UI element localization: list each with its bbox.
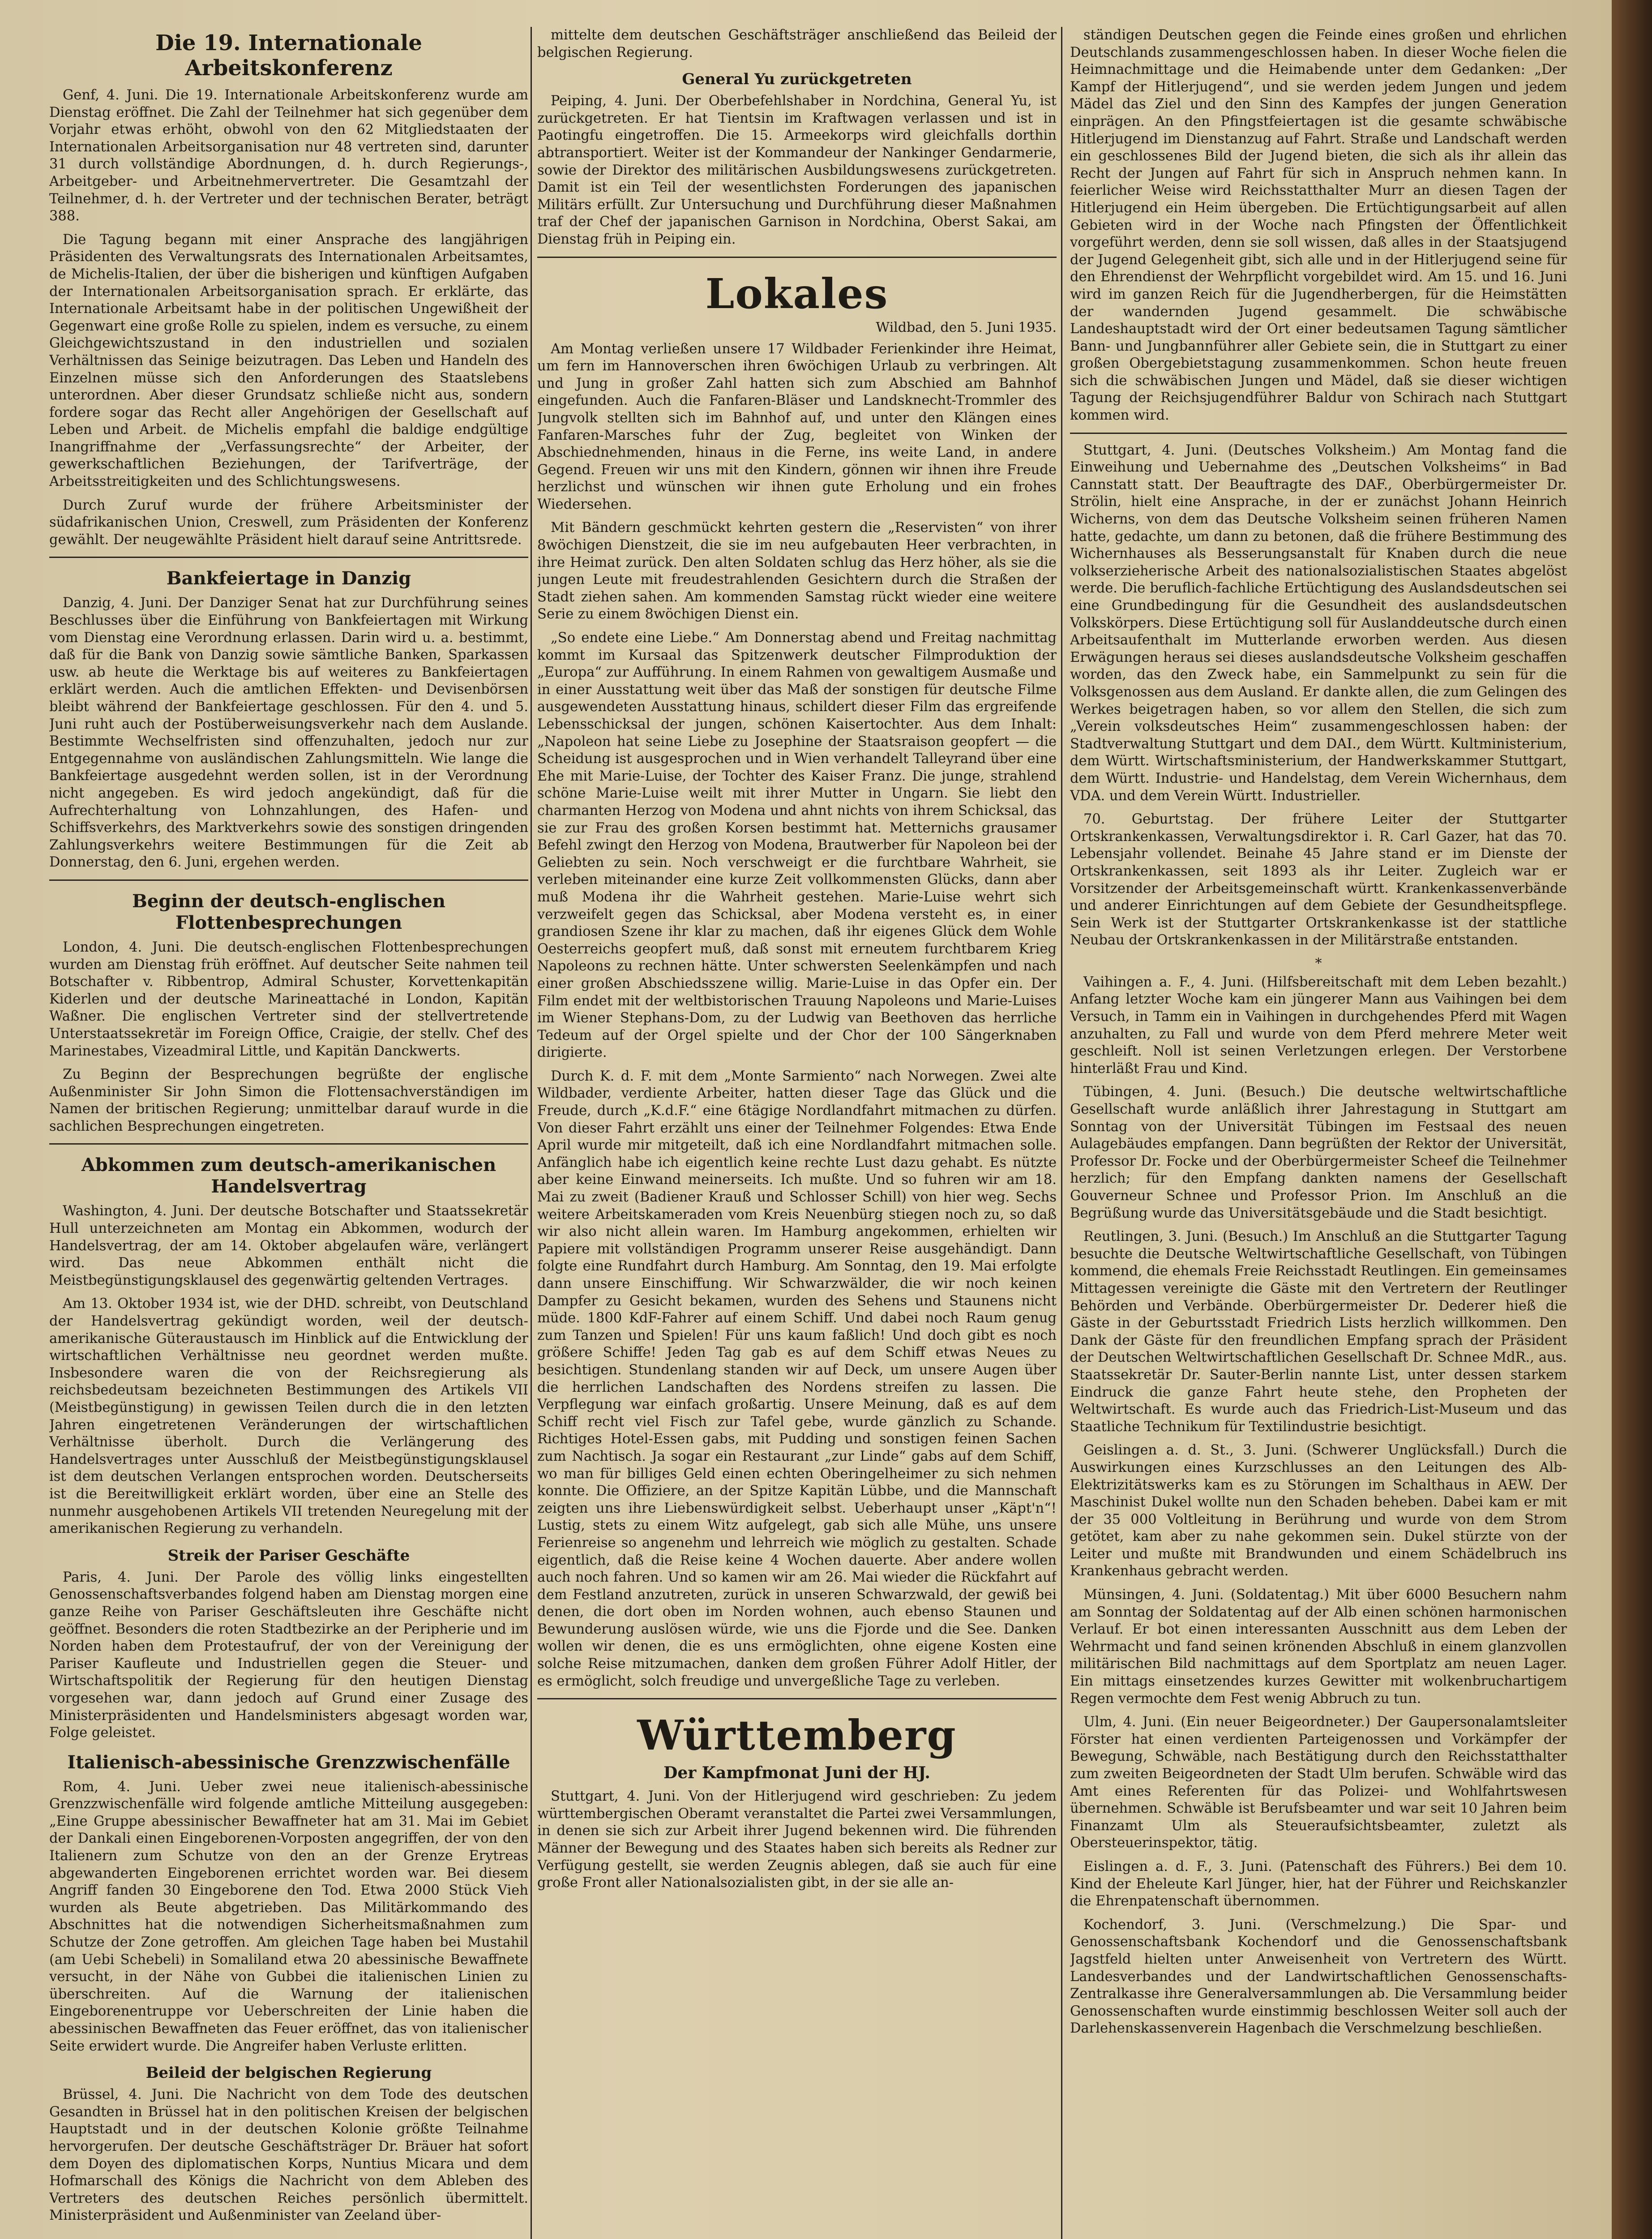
divider [49,557,528,558]
headline: Bankfeiertage in Danzig [166,568,411,589]
article-paragraph: 70. Geburtstag. Der frühere Leiter der Stuttgarter Ortskrankenkassen, Verwaltungsdirektor i. R. Carl Gazer, hat das 70. Lebensjahr vollendet. Beinahe 45 Jahre stand er im Dienste der Ortskrankenkassen, seit 1893 als ihr Leiter. Zugleich war er Vorsitzender der Arbeitsgemeinschaft württ. Krankenkassenverbände und anderer Einrichtungen auf dem Gebiete der Gesundheitspflege. Sein Werk ist der Stuttgarter Ortskrankenkasse ist der stattliche Neubau der Ortskrankenkassen in der Militärstraße entstanden. [1070,811,1567,948]
divider [49,1143,528,1145]
article-paragraph: Tübingen, 4. Juni. (Besuch.) Die deutsche weltwirtschaftliche Gesellschaft wurde anläßlich ihrer Jahrestagung in Stuttgart am Sonntag von der Universität Tübingen im Festsaal des neuen Aulagebäudes empfangen. Dann begrüßten der Rektor der Universität, Professor Dr. Focke und der Oberbürgermeister Scheef die Teilnehmer herzlich; für den Empfang dankten namens der Gesellschaft Gouverneur Schnee und Professor Prion. Im Anschluß an die Begrüßung wurde das Universitätsgebäude und die Stadt besichtigt. [1070,1084,1567,1221]
book-binding [1612,0,1652,2239]
divider [537,257,1057,258]
article-paragraph: Vaihingen a. F., 4. Juni. (Hilfsbereitschaft mit dem Leben bezahlt.) Anfang letzter Woche kam ein jüngerer Mann aus Vaihingen bei dem Versuch, in Tamm ein in Vaihingen in durchgehendes Pferd mit Wagen anzuhalten, zu Fall und wurde von dem Pferd mehrere Meter weit geschleift. Noll ist seinen Verletzungen erlegen. Der Verstorbene hinterläßt Frau und Kind. [1070,974,1567,1077]
divider [1070,433,1567,434]
headline: General Yu zurückgetreten [682,70,912,89]
headline: Abkommen zum deutsch-amerikanischen Handelsvertrag [81,1154,496,1197]
article-paragraph: Ulm, 4. Juni. (Ein neuer Beigeordneter.) Der Gaupersonalamtsleiter Förster hat einen verdienten Parteigenossen und Vorkämpfer der Bewegung, Schwäble, nach Bestätigung durch den Reichsstatthalter zum zweiten Beigeordneten der Stadt Ulm berufen. Schwäble wird das Amt eines Referenten für das Polizei- und Wohlfahrtswesen übernehmen. Schwäble ist Berufsbeamter und war seit 10 Jahren beim Finanzamt Ulm als Steueraufsichtsbeamter, zuletzt als Obersteuerinspektor, tätig. [1070,1714,1567,1851]
article-paragraph: Eislingen a. d. F., 3. Juni. (Patenschaft des Führers.) Bei dem 10. Kind der Eheleute Karl Jünger, hier, hat der Führer und Reichskanzler die Ehrenpatenschaft übernommen. [1070,1858,1567,1909]
article-paragraph: Münsingen, 4. Juni. (Soldatentag.) Mit über 6000 Besuchern nahm am Sonntag der Soldatentag auf der Alb einen schönen harmonischen Verlauf. Er bot einen interessanten Ausschnitt aus dem Leben der Wehrmacht und fand seinen krönenden Abschluß in einem glanzvollen militärischen Bild nachmittags auf dem Sportplatz am neuen Lager. Ein mittags einsetzendes kurzes Gewitter mit wolkenbruchartigem Regen vermochte dem Fest wenig Abbruch zu tun. [1070,1587,1567,1707]
dateline: Wildbad, den 5. Juni 1935. [876,319,1057,335]
star-ornament-icon: * [1315,955,1322,971]
headline: Die 19. Internationale Arbeitskonferenz [155,30,422,81]
article-paragraph: Stuttgart, 4. Juni. (Deutsches Volksheim.) Am Montag fand die Einweihung und Uebernahme des „Deutschen Volksheims“ in Bad Cannstatt statt. Der Beauftragte des DAF., Oberbürgermeister Dr. Strölin, hielt eine Ansprache, in der er zunächst Johann Heinrich Wicherns, von dem das Deutsche Volksheim seinen früheren Namen hatte, gedachte, um dann zu betonen, daß die frühere Bestimmung des Wichernhauses als Besserungsanstalt für Knaben durch die neue volkserzieherische Arbeit des nationalsozialistischen Staates abgelöst werde. Die beruflich-fachliche Ertüchtigung des Auslandsdeutschen sei eine Grundbedingung für die Gesundheit des auslandsdeutschen Volkskörpers. Diese Ertüchtigung soll für Auslanddeutsche durch einen Arbeitsaufenthalt im Mutterlande erworben werden. Aus diesen Erwägungen heraus sei dieses auslandsdeutsche Volksheim geschaffen worden, das den Zweck habe, ein Sammelpunkt zu sein für die Volksgenossen aus dem Ausland. Er dankte allen, die zum Gelingen des Werkes beigetragen haben, so vor allem den Stellen, die sich zum „Verein volksdeutsches Heim“ zusammengeschlossen haben: der Stadtverwaltung Stuttgart und dem DAI., dem Württ. Kultministerium, dem Württ. Wirtschaftsministerium, der Handwerkskammer Stuttgart, dem Württ. Industrie- und Handelstag, dem Verein Wichernhaus, dem VDA. und dem Verein Württ. Industrieller. [1070,442,1567,804]
article-paragraph: Durch K. d. F. mit dem „Monte Sarmiento“ nach Norwegen. Zwei alte Wildbader, verdiente Arbeiter, hatten dieser Tage das Glück und die Freude, durch „K.d.F.“ eine 6tägige Nordlandfahrt mitmachen zu dürfen. Von dieser Fahrt erzählt uns einer der Teilnehmer Folgendes: Etwa Ende April wurde mir mitgeteilt, daß ich eine Nordlandfahrt mitmachen solle. Anfänglich habe ich eigentlich keine rechte Lust dazu gehabt. Es nützte aber keine Einwand meinerseits. Ich mußte. Und so fuhren wir am 18. Mai zu zweit (Badiener Krauß und Schlosser Schill) von hier weg. Sechs weitere Arbeitskameraden vom Kreis Neuenbürg stiegen noch zu, so daß wir also nicht allein waren. Im Hamburg angekommen, erhielten wir Papiere mit vollständigen Programm unserer Reise ausgehändigt. Dann folgte eine Rundfahrt durch Hamburg. Am Sonntag, den 19. Mai erfolgte dann unsere Einschiffung. Wir Schwarzwälder, die wir noch keinen Dampfer zu Gesicht bekamen, wurden des Sehens und Staunens nicht müde. 1800 KdF-Fahrer auf einem Schiff. Und dabei noch Raum genug zum Tanzen und Spielen! Für uns kaum faßlich! Und doch gibt es noch größere Schiffe! Jeden Tag gab es auf dem Schiff etwas Neues zu besichtigen. Stundenlang standen wir auf Deck, um unsere Augen über die herrlichen Landschaften des Nordens streifen zu lassen. Die Verpflegung war einfach großartig. Unsere Meinung, daß es auf dem Schiff recht viel Fisch zur Tafel gebe, wurde gänzlich zu Schande. Richtiges Hotel-Essen gabs, mit Pudding und sonstigen feinen Sachen zum Nachtisch. Ja sogar ein Restaurant „zur Linde“ gabs auf dem Schiff, wo man für billiges Geld einen echten Oberingelheimer zu sich nehmen konnte. Die Offiziere, an der Spitze Kapitän Lübbe, und die Mannschaft zeigten uns ihre Liebenswürdigkeit selbst. Ueberhaupt unser „Käpt'n“! Lustig, stets zu einem Witz aufgelegt, gab sich alle Mühe, uns unsere Ferienreise so angenehm und lehrreich wie möglich zu gestalten. Schade eigentlich, daß die Reise keine 4 Wochen dauerte. Aber andere wollen auch noch fahren. Und so kamen wir am 26. Mai wieder die Rückfahrt auf dem Festland anzutreten, zurück in unseren Schwarzwald, der gewiß bei denen, die dort oben im Norden wohnen, auch ebenso Staunen und Bewunderung auslösen würde, wie uns die Fjorde und die See. Danken wollen wir denen, die es uns ermöglichten, ohne eigene Kosten eine solche Reise mitzumachen, danken dem großen Führer Adolf Hitler, der es ermöglicht, solch freudige und unvergeßliche Tage zu verleben. [537,1068,1057,1689]
article-paragraph: Zu Beginn der Besprechungen begrüßte der englische Außenminister Sir John Simon die Flottensachverständigen im Namen der britischen Regierung; unmittelbar darauf wurde in die sachlichen Besprechungen eingetreten. [49,1067,528,1134]
article-paragraph: Reutlingen, 3. Juni. (Besuch.) Im Anschluß an die Stuttgarter Tagung besuchte die Deutsche Weltwirtschaftliche Gesellschaft, von Tübingen kommend, die ehemals Freie Reichsstadt Reutlingen. Ein gemeinsames Mittagessen vereinigte die Gäste mit den Vertretern der Reutlinger Behörden und Verbände. Oberbürgermeister Dr. Dederer hieß die Gäste in der Geburtsstadt Friedrich Lists herzlich willkommen. Den Dank der Gäste für den freundlichen Empfang sprach der Präsident der Deutschen Weltwirtschaftlichen Gesellschaft Dr. Schnee MdR., aus. Staatssekretär Dr. Sauter-Berlin nannte List, unter dessen starkem Eindruck die ganze Fahrt heute stehe, den Propheten der Weltwirtschaft. Es wurde auch das Friedrich-List-Museum und das Staatliche Technikum für Textilindustrie besichtigt. [1070,1229,1567,1435]
article-paragraph: Rom, 4. Juni. Ueber zwei neue italienisch-abessinische Grenzzwischenfälle wird folgende amtliche Mitteilung ausgegeben: „Eine Gruppe abessinischer Bewaffneter hat am 31. Mai im Gebiet der Dankali einen Eingeborenen-Vorposten angegriffen, der von den Italienern zum Schutze von den an der Grenze Erytreas abgewanderten Eingeborenen errichtet worden war. Bei diesem Angriff fanden 30 Eingeborene den Tod. Etwa 2000 Stück Vieh wurden als Beute abgetrieben. Das Militärkommando des Abschnittes hat die notwendigen Sicherheitsmaßnahmen zum Schutze der Zone getroffen. Am gleichen Tage haben bei Mustahil (am Uebi Schebeli) in Somaliland etwa 20 abessinische Bewaffnete versucht, in der Nähe von Gubbei die italienischen Linien zu überschreiten. Auf die Warnung der italienischen Eingeborenentruppe vor Ueberschreiten der Linie haben die abessinischen Bewaffneten das Feuer eröffnet, das von italienischer Seite erwidert wurde. Die Angreifer haben Verluste erlitten. [49,1779,528,2054]
article-paragraph: Danzig, 4. Juni. Der Danziger Senat hat zur Durchführung seines Beschlusses über die Einführung von Bankfeiertagen mit Wirkung vom Dienstag eine Verordnung erlassen. Darin wird u. a. bestimmt, daß für die Bank von Danzig sowie sämtliche Banken, Sparkassen usw. ab heute die Werktage bis auf weiteres zu Bankfeiertagen erklärt werden. Auch die amtlichen Effekten- und Devisenbörsen bleibt während der Bankfeiertage geschlossen. Für den 4. und 5. Juni ruht auch der Postüberweisungsverkehr nach dem Auslande. Bestimmte Wechselfristen sind offenzuhalten, jedoch nur zur Entgegennahme von ausländischen Zahlungsmitteln. Wie lange die Bankfeiertage ausgedehnt werden sollen, ist in der Verordnung nicht angegeben. Es wird jedoch angekündigt, daß für die Aufrechterhaltung von Lohnzahlungen, des Hafen- und Schiffsverkehrs, des Marktverkehrs sowie des sonstigen dringenden Zahlungsverkehrs weitere Bestimmungen für die Zeit ab Donnerstag, den 6. Juni, ergehen werden. [49,595,528,871]
column-rule [531,27,532,2239]
article-paragraph: Peiping, 4. Juni. Der Oberbefehlshaber in Nordchina, General Yu, ist zurückgetreten. Er hat Tientsin im Kraftwagen verlassen und ist in Paotingfu eingetroffen. Die 15. Armeekorps wird gleichfalls dorthin abtransportiert. Weiter ist der Kommandeur der Nankinger Gendarmerie, sowie der Direktor des militärischen Ausbildungswesens zurückgetreten. Damit ist ein Teil der wesentlichsten Forderungen des japanischen Militärs erfüllt. Zur Untersuchung und Durchführung dieser Maßnahmen traf der Chef der japanischen Garnison in Nordchina, Oberst Sakai, am Dienstag früh in Peiping ein. [537,93,1057,247]
column-right [1070,27,1567,2239]
section-title-wuerttemberg: Württemberg [637,1711,957,1760]
divider [537,1698,1057,1699]
headline: Italienisch-abessinische Grenzzwischenfälle [67,1751,510,1773]
section-title-lokales: Lokales [705,269,889,318]
column-middle [537,27,1057,2239]
article-paragraph: Am 13. Oktober 1934 ist, wie der DHD. schreibt, von Deutschland der Handelsvertrag gekündigt worden, weil der deutsch-amerikanische Güteraustausch im Hinblick auf die Entwicklung der wirtschaftlichen Verhältnisse neu geordnet werden mußte. Insbesondere waren die von der Reichsregierung als reichsbedeutsam bezeichneten Bestimmungen des Artikels VII (Meistbegünstigung) in gewissen Teilen durch die in den letzten Jahren eingetretenen Veränderungen der wirtschaftlichen Verhältnisse überholt. Durch die Verlängerung des Handelsvertrages unter Ausschluß der Meistbegünstigungsklausel ist dem deutschen Verlangen entsprochen worden. Deutscherseits ist die Bereitwilligkeit erklärt worden, über eine an Stelle des nunmehr ausgehobenen Artikels VII tretenden Neuregelung mit der amerikanischen Regierung zu verhandeln. [49,1296,528,1537]
article-paragraph: Kochendorf, 3. Juni. (Verschmelzung.) Die Spar- und Genossenschaftsbank Kochendorf und die Genossenschaftsbank Jagstfeld hielten unter Anweisenheit von Vertretern des Württ. Landesverbandes und der Landwirtschaftlichen Genossenschafts-Zentralkasse ihre Generalversammlungen ab. Die Versammlung beider Genossenschaften wurde einstimmig beschlossen Weiter soll auch der Darlehenskassenverein Hagenbach die Verschmelzung beschließen. [1070,1917,1567,2037]
article-paragraph: London, 4. Juni. Die deutsch-englischen Flottenbesprechungen wurden am Dienstag früh eröffnet. Auf deutscher Seite nahmen teil Botschafter v. Ribbentrop, Admiral Schuster, Korvettenkapitän Kiderlen und der deutsche Marineattaché in London, Kapitän Waßner. Die englischen Vertreter sind der stellvertretende Unterstaatssekretär im Foreign Office, Craigie, der stellv. Chef des Marinestabes, Vizeadmiral Little, und Kapitän Danckwerts. [49,939,528,1059]
article-paragraph: Mit Bändern geschmückt kehrten gestern die „Reservisten“ von ihrer 8wöchigen Dienstzeit, die sie im neu aufgebauten Heer verbrachten, in ihre Heimat zurück. Den alten Soldaten schlug das Herz höher, als sie die jungen Leute mit freudestrahlenden Gesichtern durch die Straßen der Stadt ziehen sahen. Am kommenden Samstag rückt wieder eine weitere Serie zu einem 8wöchigen Dienst ein. [537,520,1057,622]
article-paragraph: Paris, 4. Juni. Der Parole des völlig links eingestellten Genossenschaftsverbandes folgend haben am Dienstag morgen eine ganze Reihe von Pariser Geschäftsleuten ihre Geschäfte nicht geöffnet. Besonders die roten Stadtbezirke an der Peripherie und im Norden haben dem Protestaufruf, der von der Vereinigung der Pariser Kaufleute und Industriellen gegen die Steuer- und Wirtschaftspolitik der Regierung für den heutigen Dienstag vorgesehen war, dann jedoch auf Grund einer Zusage des Ministerpräsidenten und Handelsministers abgesagt worden war, Folge geleistet. [49,1569,528,1741]
headline: Beileid der belgischen Regierung [146,2064,432,2082]
article-paragraph: Am Montag verließen unsere 17 Wildbader Ferienkinder ihre Heimat, um fern im Hannoverschen ihren 6wöchigen Urlaub zu verbringen. Alt und Jung in großer Zahl hatten sich zum Abschied am Bahnhof eingefunden. Auch die Fanfaren-Bläser und Landsknecht-Trommler des Jungvolk stellten sich im Bahnhof auf, und unter den Klängen eines Fanfaren-Marsches fuhr der Zug, begleitet von Winken der Abschiednehmenden, hinaus in die Ferne, ins weite Land, in andere Gegend. Freuen wir uns mit den Kindern, gönnen wir ihnen ihre Freude herzlichst und wünschen wir ihnen gute Erholung und ein frohes Wiedersehen. [537,341,1057,512]
column-rule [1061,27,1062,2239]
article-paragraph: mittelte dem deutschen Geschäftsträger anschließend das Beileid der belgischen Regierung. [537,27,1057,60]
article-paragraph: Genf, 4. Juni. Die 19. Internationale Arbeitskonferenz wurde am Dienstag eröffnet. Die Zahl der Teilnehmer hat sich gegenüber dem Vorjahr etwas erhöht, obwohl von den 62 Mitgliedstaaten der Internationalen Arbeitsorganisation nur 48 vertreten sind, darunter 31 durch vollständige Abordnungen, d. h. durch Regierungs-, Arbeitgeber- und Arbeitnehmervertreter. Die Gesamtzahl der Teilnehmer, d. h. der Vertreter und der technischen Berater, beträgt 388. [49,87,528,224]
headline: Streik der Pariser Geschäfte [167,1546,410,1565]
article-paragraph: Durch Zuruf wurde der frühere Arbeitsminister der südafrikanischen Union, Creswell, zum Präsidenten der Konferenz gewählt. Der neugewählte Präsident hielt darauf seine Antrittsrede. [49,497,528,548]
column-left [49,27,528,2239]
article-paragraph: Stuttgart, 4. Juni. Von der Hitlerjugend wird geschrieben: Zu jedem württembergischen Oberamt veranstaltet die Partei zwei Versammlungen, in denen sie sich zur Arbeit ihrer Jugend bekennen wird. Die führenden Männer der Bewegung und des Staates haben sich bereits als Redner zur Verfügung gestellt, sie werden Zeugnis ablegen, daß sie auch für eine große Front aller Nationalsozialisten gibt, in der sie alle an- [537,1789,1057,1891]
article-paragraph: Brüssel, 4. Juni. Die Nachricht von dem Tode des deutschen Gesandten in Brüssel hat in den politischen Kreisen der belgischen Hauptstadt und in der deutschen Kolonie größte Teilnahme hervorgerufen. Der deutsche Geschäftsträger Dr. Bräuer hat sofort dem Doyen des diplomatischen Korps, Nuntius Micara und dem Hofmarschall des Königs die Nachricht von dem Ableben des Vertreters des deutschen Reiches persönlich übermittelt. Ministerpräsident und Außenminister van Zeeland über- [49,2087,528,2224]
headline: Beginn der deutsch-englischen Flottenbesprechungen [132,890,445,933]
divider [49,879,528,881]
headline: Der Kampfmonat Juni der HJ. [663,1763,930,1783]
article-paragraph: Geislingen a. d. St., 3. Juni. (Schwerer Unglücksfall.) Durch die Auswirkungen eines Kurzschlusses an den Leitungen des Alb-Elektrizitätswerks kam es zu Störungen im Schalthaus in AEW. Der Maschinist Dukel wollte nun den Schaden beheben. Dabei kam er mit der 35 000 Voltleitung in Berührung und wurde von dem Strom getötet, kam aber zu nahe gekommen sein. Dukel stürzte von der Leiter und mußte mit Brandwunden und einem Schädelbruch ins Krankenhaus gebracht werden. [1070,1442,1567,1579]
article-paragraph: Die Tagung begann mit einer Ansprache des langjährigen Präsidenten des Verwaltungsrats des Internationalen Arbeitsamtes, de Michelis-Italien, der über die bisherigen und künftigen Aufgaben der Internationalen Arbeitsorganisation sprach. Er erklärte, das Internationale Arbeitsamt habe in der politischen Ungewißheit der Gegenwart eine große Rolle zu spielen, indem es versuche, zu einem Gleichgewichtszustand in den industriellen und sozialen Verhältnissen das Seinige beizutragen. Das Leben und Handeln des Einzelnen müsse sich den Anforderungen des Staatslebens unterordnen. Aber dieser Grundsatz schließe nicht aus, sondern fordere sogar das Recht aller Angehörigen der Gesellschaft auf Leben und Arbeit. de Michelis empfahl die baldige endgültige Inangriffnahme der „Verfassungsrechte“ der Arbeiter, der gewerkschaftlichen Beziehungen, der Tarifverträge, der Arbeitsstreitigkeiten und des Schlichtungswesens. [49,232,528,490]
article-paragraph: Washington, 4. Juni. Der deutsche Botschafter und Staatssekretär Hull unterzeichneten am Montag ein Abkommen, wodurch der Handelsvertrag, der am 14. Oktober abgelaufen wäre, verlängert wird. Das neue Abkommen enthält nicht die Meistbegünstigungsklausel des gegenwärtig geltenden Vertrages. [49,1203,528,1288]
article-paragraph: ständigen Deutschen gegen die Feinde eines großen und ehrlichen Deutschlands zusammengeschlossen haben. In dieser Woche fielen die Heimnachmittage und die Heimabende unter dem Gedanken: „Der Kampf der Hitlerjugend“, und sie werden jedem Jungen und jedem Mädel das Ziel und den Sinn des Kampfes der jungen Generation einprägen. An den Pfingstfeiertagen ist die gesamte schwäbische Hitlerjugend im Dienstanzug auf Fahrt. Straße und Landschaft werden ein geschlossenes Bild der Jugend bieten, die sich als ihr allein das Recht der Jungen auf Fahrt für sich in Anspruch nehmen kann. In feierlicher Weise wird Reichsstatthalter Murr an diesen Tagen der Hitlerjugend ein Heim übergeben. Die Ertüchtigungsarbeit auf allen Gebieten wird in der Woche nach Pfingsten der Öffentlichkeit vorgeführt werden, denn sie soll wissen, daß alles in der Staatsjugend der Jugend Gelegenheit gibt, sich alle und in der Hitlerjugend seine für den Ehrendienst der Wehrpflicht vorgebildet wird. Am 15. und 16. Juni wird im ganzen Reich für die Jugendherbergen, für die Heimstätten der wandernden Jugend gesammelt. Die schwäbische Landeshauptstadt wird der Ort einer bedeutsamen Tagung sämtlicher Bann- und Jungbannführer aller Gebiete sein, die in Stuttgart zu einer großen Obergebietstagung zusammenkommen. Schon heute freuen sich die schwäbischen Jungen und Mädel, daß sie dieser wichtigen Tagung der Reichsjugendführer Baldur von Schirach nach Stuttgart kommen wird. [1070,27,1567,424]
article-paragraph: „So endete eine Liebe.“ Am Donnerstag abend und Freitag nachmittag kommt im Kursaal das Spitzenwerk deutscher Filmproduktion der „Europa“ zur Aufführung. In einem Rahmen von gewaltigem Ausmaße und in einer Ausstattung weit über das Maß der sonstigen für deutsche Filme ausgewendeten Ausstattung hinaus, schildert dieser Film das ergreifende Lebensschicksal der jungen, schönen Kaisertochter. Aus dem Inhalt: „Napoleon hat seine Liebe zu Josephine der Staatsraison geopfert — die Scheidung ist ausgesprochen und in Wien verhandelt Talleyrand über eine Ehe mit Marie-Luise, der Tochter des Kaiser Franz. Die junge, strahlend schöne Marie-Luise weilt mit ihrer Mutter in Ungarn. Sie liebt den charmanten Herzog von Modena und ahnt nichts von ihrem Schicksal, das sie zur Frau des großen Korsen bestimmt hat. Metternichs grausamer Befehl zwingt den Herzog von Modena, Brautwerber für Napoleon bei der Geliebten zu sein. Noch verschweigt er die furchtbare Wahrheit, sie verleben miteinander eine kurze Zeit vollkommensten Glücks, dann aber muß Modena ihr die Wahrheit gestehen. Marie-Luise wehrt sich verzweifelt gegen das Schicksal, aber Modena versteht es, in einer grandiosen Szene ihr klar zu machen, daß ihr eigenes Glück dem Wohle Oesterreichs geopfert muß, daß sonst mit erneutem furchtbarem Krieg Napoleons zu rechnen hätte. Unter schwersten Seelenkämpfen und nach einer großen Abschiedsszene willig. Marie-Luise in das Opfer ein. Der Film endet mit der weltbistorischen Trauung Napoleons und Marie-Luises im Wiener Stephans-Dom, zu der Ludwig van Beethoven das herrliche Tedeum auf der Orgel spielte und der Chor der 100 Sängerknaben dirigierte. [537,630,1057,1061]
